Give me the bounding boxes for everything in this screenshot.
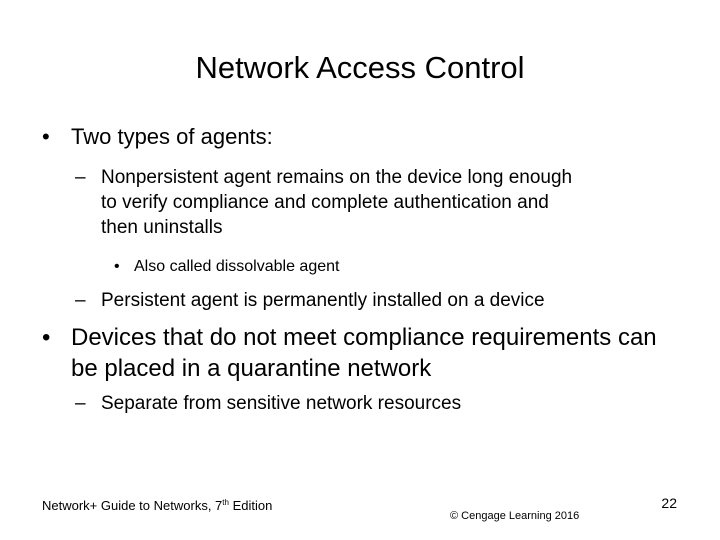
bullet-text: Separate from sensitive network resources bbox=[101, 393, 462, 414]
bullet-marker: • bbox=[42, 324, 51, 351]
bullet-level2 bbox=[75, 288, 705, 313]
bullet-level1 bbox=[42, 123, 682, 150]
bullet-text: Devices that do not meet compliance requirements can be placed in a quarantine network bbox=[71, 324, 657, 382]
footer-book-title bbox=[42, 495, 272, 514]
bullet-level3 bbox=[114, 257, 674, 277]
slide-title: Network Access Control bbox=[195, 50, 525, 85]
bullet-text: Two types of agents: bbox=[71, 124, 273, 149]
bullet-text: Also called dissolvable agent bbox=[134, 258, 340, 275]
dash-marker: – bbox=[75, 393, 86, 414]
bullet-marker: • bbox=[42, 124, 50, 149]
bullet-level1 bbox=[42, 322, 692, 384]
bullet-level2 bbox=[75, 391, 675, 416]
bullet-text: Persistent agent is permanently installed on a device bbox=[101, 290, 545, 311]
bullet-marker: • bbox=[114, 258, 120, 275]
bullet-text: Nonpersistent agent remains on the device long enough to verify compliance and complete authentication and then uninstalls bbox=[101, 167, 573, 238]
bullet-level2 bbox=[75, 165, 675, 240]
page-number: 22 bbox=[661, 495, 677, 511]
dash-marker: – bbox=[75, 167, 86, 188]
footer-book-suffix: Edition bbox=[228, 498, 273, 513]
footer-book-prefix: Network+ Guide to Networks, 7 bbox=[42, 498, 223, 513]
footer-copyright: © Cengage Learning 2016 bbox=[450, 510, 580, 522]
footer-book-sup: th bbox=[222, 498, 229, 507]
dash-marker: – bbox=[75, 290, 86, 311]
